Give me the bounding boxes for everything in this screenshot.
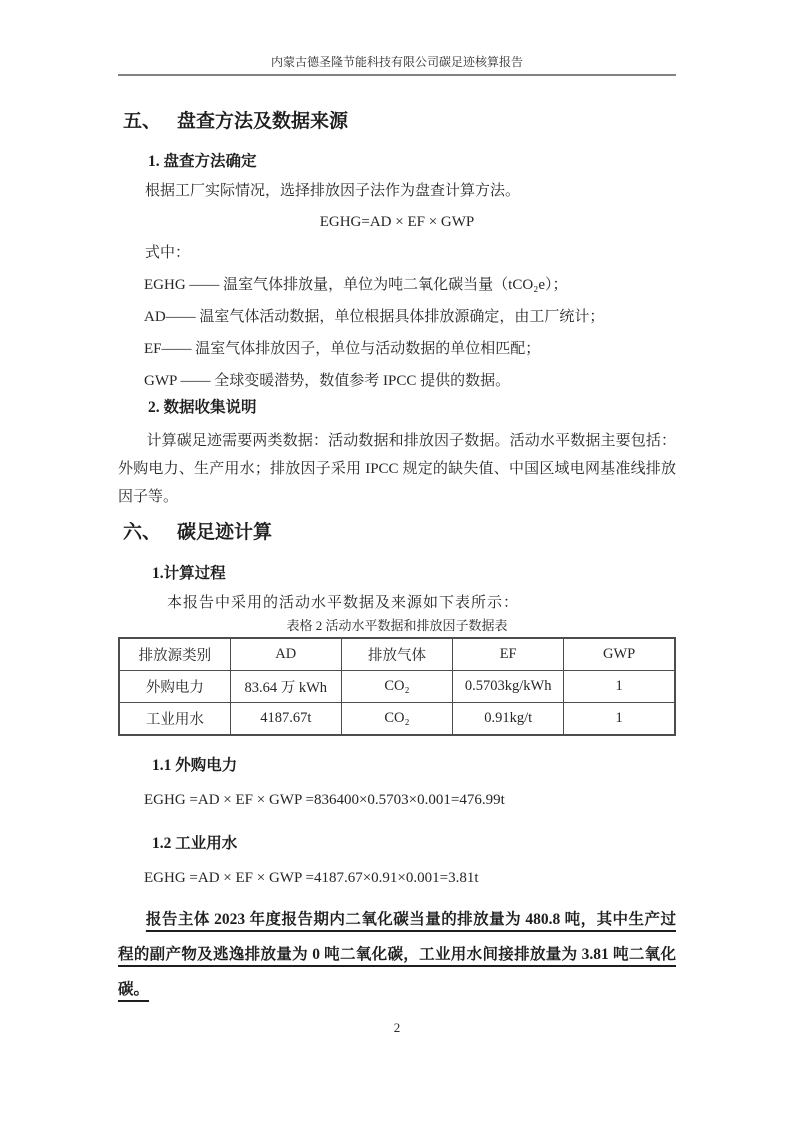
table-header-gas: 排放气体 xyxy=(341,638,452,671)
subsection-data-collection-heading: 2. 数据收集说明 xyxy=(148,399,257,416)
cell-electricity-source: 外购电力 xyxy=(119,671,230,703)
cell-electricity-ad: 83.64 万 kWh xyxy=(230,671,341,703)
section-6-heading xyxy=(123,520,676,546)
table-header-gwp: GWP xyxy=(564,638,675,671)
subsection-process-heading: 1.计算过程 xyxy=(152,565,226,582)
cell-water-source: 工业用水 xyxy=(119,703,230,736)
table-header-source: 排放源类别 xyxy=(119,638,230,671)
cell-water-gwp: 1 xyxy=(564,703,675,736)
definition-gwp: GWP —— 全球变暖潜势，数值参考 IPCC 提供的数据。 xyxy=(144,373,511,389)
water-calculation: EGHG =AD × EF × GWP =4187.67×0.91×0.001=3.81t xyxy=(144,870,479,886)
section-5-title: 盘查方法及数据来源 xyxy=(177,111,349,132)
section-6-number: 六、 xyxy=(123,522,162,543)
subsection-water-heading: 1.2 工业用水 xyxy=(152,835,238,852)
cell-electricity-gwp: 1 xyxy=(564,671,675,703)
definition-ad: AD—— 温室气体活动数据，单位根据具体排放源确定，由工厂统计； xyxy=(144,309,605,325)
document-header-title: 内蒙古德圣隆节能科技有限公司碳足迹核算报告 xyxy=(270,55,523,69)
definition-eghg: EGHG —— 温室气体排放量，单位为吨二氧化碳当量（tCO₂e）； xyxy=(144,277,568,293)
electricity-calculation: EGHG =AD × EF × GWP =836400×0.5703×0.001=476.99t xyxy=(144,792,505,808)
table-row-electricity xyxy=(119,671,675,703)
conclusion-paragraph: 报告主体 2023 年度报告期内二氧化碳当量的排放量为 480.8 吨，其中生产过程的副产物及逃逸排放量为 0 吨二氧化碳，工业用水间接排放量为 3.81 吨二氧化碳。 xyxy=(118,911,676,998)
ghg-formula: EGHG=AD × EF × GWP xyxy=(319,214,475,230)
table-intro-paragraph: 本报告中采用的活动水平数据及来源如下表所示： xyxy=(167,595,520,611)
cell-water-ad: 4187.67t xyxy=(230,703,341,736)
table-caption: 表格 2 活动水平数据和排放因子数据表 xyxy=(286,618,508,633)
section-6-title: 碳足迹计算 xyxy=(177,522,273,543)
table-header-row xyxy=(119,638,675,671)
method-intro-paragraph: 根据工厂实际情况，选择排放因子法作为盘查计算方法。 xyxy=(145,183,521,199)
cell-water-gas: CO₂ xyxy=(341,703,452,736)
formula-where-label: 式中： xyxy=(145,245,191,261)
data-collection-paragraph: 计算碳足迹需要两类数据：活动数据和排放因子数据。活动水平数据主要包括：外购电力、生产用水；排放因子采用 IPCC 规定的缺失值、中国区域电网基准线排放因子等。 xyxy=(118,433,676,505)
cell-electricity-ef: 0.5703kg/kWh xyxy=(453,671,564,703)
page-content xyxy=(0,109,794,1007)
subsection-method-heading: 1. 盘查方法确定 xyxy=(148,153,257,170)
section-5-number: 五、 xyxy=(123,111,162,132)
table-header-ad: AD xyxy=(230,638,341,671)
subsection-electricity-heading: 1.1 外购电力 xyxy=(152,757,238,774)
page-number: 2 xyxy=(393,1020,401,1035)
activity-data-table xyxy=(118,637,676,736)
cell-electricity-gas: CO₂ xyxy=(341,671,452,703)
cell-water-ef: 0.91kg/t xyxy=(453,703,564,736)
section-5-heading xyxy=(123,109,676,135)
header-divider xyxy=(118,74,676,76)
table-row-water xyxy=(119,703,675,736)
definition-ef: EF—— 温室气体排放因子，单位与活动数据的单位相匹配； xyxy=(144,341,541,357)
table-header-ef: EF xyxy=(453,638,564,671)
